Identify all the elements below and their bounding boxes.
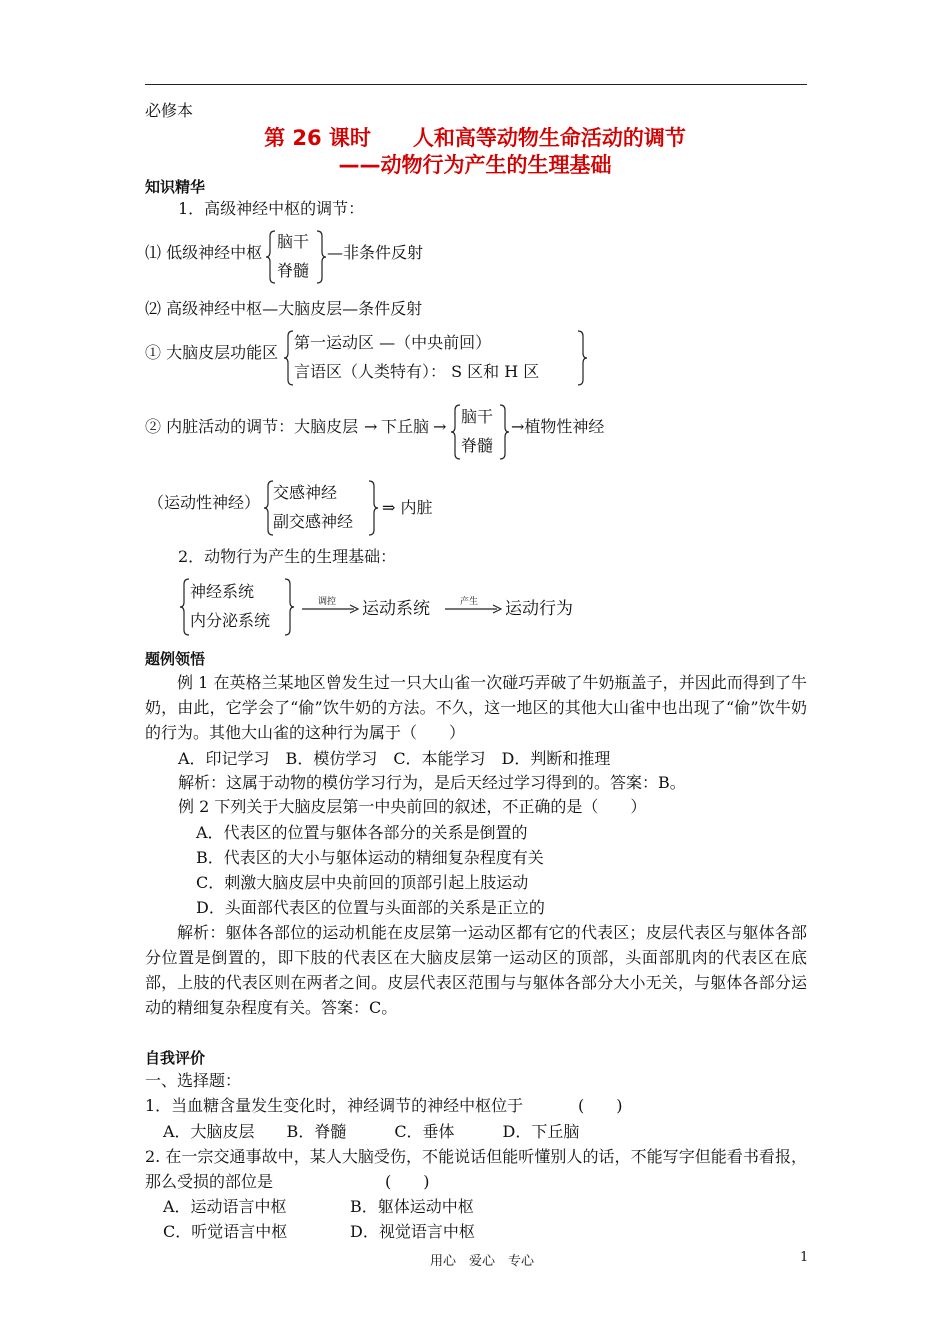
left-brace bbox=[284, 330, 294, 386]
question-2-option-b: B．躯体运动中枢 bbox=[350, 1197, 474, 1216]
question-2-option-c: C．听觉语言中枢 bbox=[163, 1222, 288, 1241]
long-arrow-icon bbox=[445, 603, 503, 615]
example-1-question: 例 1 在英格兰某地区曾发生过一只大山雀一次碰巧弄破了牛奶瓶盖子，并因此而得到了牛奶，由此，它学会了“偷”饮牛奶的方法。不久，这一地区的其他大山雀中也出现了“偷”饮牛奶的行为。其他大山雀的这种行为属于（ ） bbox=[145, 673, 807, 742]
motor-area-text: 第一运动区 —（中央前回） bbox=[294, 333, 492, 352]
lesson-subtitle: ——动物行为产生的生理基础 bbox=[338, 153, 612, 177]
footer-motto: 用心 爱心 专心 bbox=[430, 1254, 535, 1269]
left-brace bbox=[180, 578, 190, 636]
book-label: 必修本 bbox=[145, 101, 194, 120]
low-center-label: ⑴ 低级神经中枢 bbox=[145, 243, 263, 262]
question-1-options: A．大脑皮层 B．脊髓 C．垂体 D．下丘脑 bbox=[163, 1122, 580, 1141]
visceral-label: ② 内脏活动的调节：大脑皮层 bbox=[145, 417, 359, 436]
arrow-icon: → bbox=[433, 417, 447, 436]
left-brace bbox=[266, 230, 276, 284]
example-2-option-a: A．代表区的位置与躯体各部分的关系是倒置的 bbox=[196, 823, 528, 842]
viscera-result: ⇒ 内脏 bbox=[382, 498, 433, 517]
question-2-option-a: A．运动语言中枢 bbox=[163, 1197, 287, 1216]
right-brace bbox=[368, 480, 378, 536]
brainstem-label: 脑干 bbox=[277, 232, 310, 251]
produce-label: 产生 bbox=[460, 597, 479, 607]
hypothalamus-label: 下丘脑 bbox=[381, 417, 430, 436]
section-heading-self-eval: 自我评价 bbox=[145, 1049, 206, 1067]
motor-system-label: 运动系统 bbox=[362, 599, 430, 619]
unconditioned-reflex: —非条件反射 bbox=[327, 243, 424, 262]
motor-behavior-label: 运动行为 bbox=[505, 599, 573, 619]
left-brace bbox=[451, 404, 461, 460]
example-2-question: 例 2 下列关于大脑皮层第一中央前回的叙述，不正确的是（ ） bbox=[178, 797, 647, 816]
section-heading-knowledge: 知识精华 bbox=[145, 178, 206, 196]
cortex-area-label: ① 大脑皮层功能区 bbox=[145, 343, 279, 362]
section-heading-examples: 题例领悟 bbox=[145, 650, 206, 668]
example-2-option-b: B．代表区的大小与躯体运动的精细复杂程度有关 bbox=[196, 848, 544, 867]
question-1-text: 1．当血糖含量发生变化时，神经调节的神经中枢位于 bbox=[145, 1096, 524, 1115]
item-2-heading: 2．动物行为产生的生理基础： bbox=[178, 547, 397, 566]
right-brace bbox=[284, 578, 294, 636]
example-1-options: A．印记学习 B．模仿学习 C．本能学习 D．判断和推理 bbox=[178, 749, 611, 768]
right-brace bbox=[577, 330, 587, 386]
right-brace bbox=[316, 230, 326, 284]
high-center-line: ⑵ 高级神经中枢—大脑皮层—条件反射 bbox=[145, 299, 423, 318]
regulate-label: 调控 bbox=[318, 597, 337, 607]
nervous-system-label: 神经系统 bbox=[190, 582, 255, 601]
example-2-analysis: 解析：躯体各部位的运动机能在皮层第一运动区都有它的代表区；皮层代表区与躯体各部分位置是倒置的，即下肢的代表区在大脑皮层第一运动区的顶部，头面部肌肉的代表区在底部，上肢的代表区则在两者之间。皮层代表区范围与与躯体各部分大小无关，与躯体各部分运动的精细复杂程度有关。答案：C。 bbox=[145, 923, 807, 1017]
arrow-icon: → bbox=[364, 417, 378, 436]
brainstem-label: 脑干 bbox=[461, 407, 494, 426]
question-2-text: 2. 在一宗交通事故中，某人大脑受伤，不能说话但能听懂别人的话，不能写字但能看书看报，那么受损的部位是 ( ) bbox=[145, 1147, 807, 1191]
example-2-option-d: D．头面部代表区的位置与头面部的关系是正立的 bbox=[196, 898, 545, 917]
question-2-option-d: D．视觉语言中枢 bbox=[350, 1222, 475, 1241]
item-1-heading: 1．高级神经中枢的调节： bbox=[178, 199, 365, 218]
speech-area-text: 言语区（人类特有）： S 区和 H 区 bbox=[294, 362, 540, 381]
header-rule bbox=[145, 84, 807, 85]
long-arrow-icon bbox=[302, 603, 360, 615]
parasympathetic-label: 副交感神经 bbox=[273, 512, 354, 531]
spinal-cord-label: 脊髓 bbox=[277, 261, 310, 280]
autonomic-nerve-label: →植物性神经 bbox=[511, 417, 605, 436]
part-heading: 一、选择题： bbox=[145, 1071, 242, 1090]
right-brace bbox=[499, 404, 509, 460]
sympathetic-label: 交感神经 bbox=[273, 483, 338, 502]
example-1-analysis: 解析：这属于动物的模仿学习行为，是后天经过学习得到的。答案：B。 bbox=[178, 773, 686, 792]
endocrine-system-label: 内分泌系统 bbox=[190, 611, 271, 630]
example-2-option-c: C．刺激大脑皮层中央前回的顶部引起上肢运动 bbox=[196, 873, 529, 892]
question-1-blank: ( ) bbox=[578, 1096, 623, 1115]
lesson-title: 第 26 课时 人和高等动物生命活动的调节 bbox=[264, 126, 686, 150]
page-number: 1 bbox=[800, 1250, 809, 1265]
spinal-cord-label: 脊髓 bbox=[461, 436, 494, 455]
motor-nerve-label: （运动性神经） bbox=[148, 493, 261, 512]
